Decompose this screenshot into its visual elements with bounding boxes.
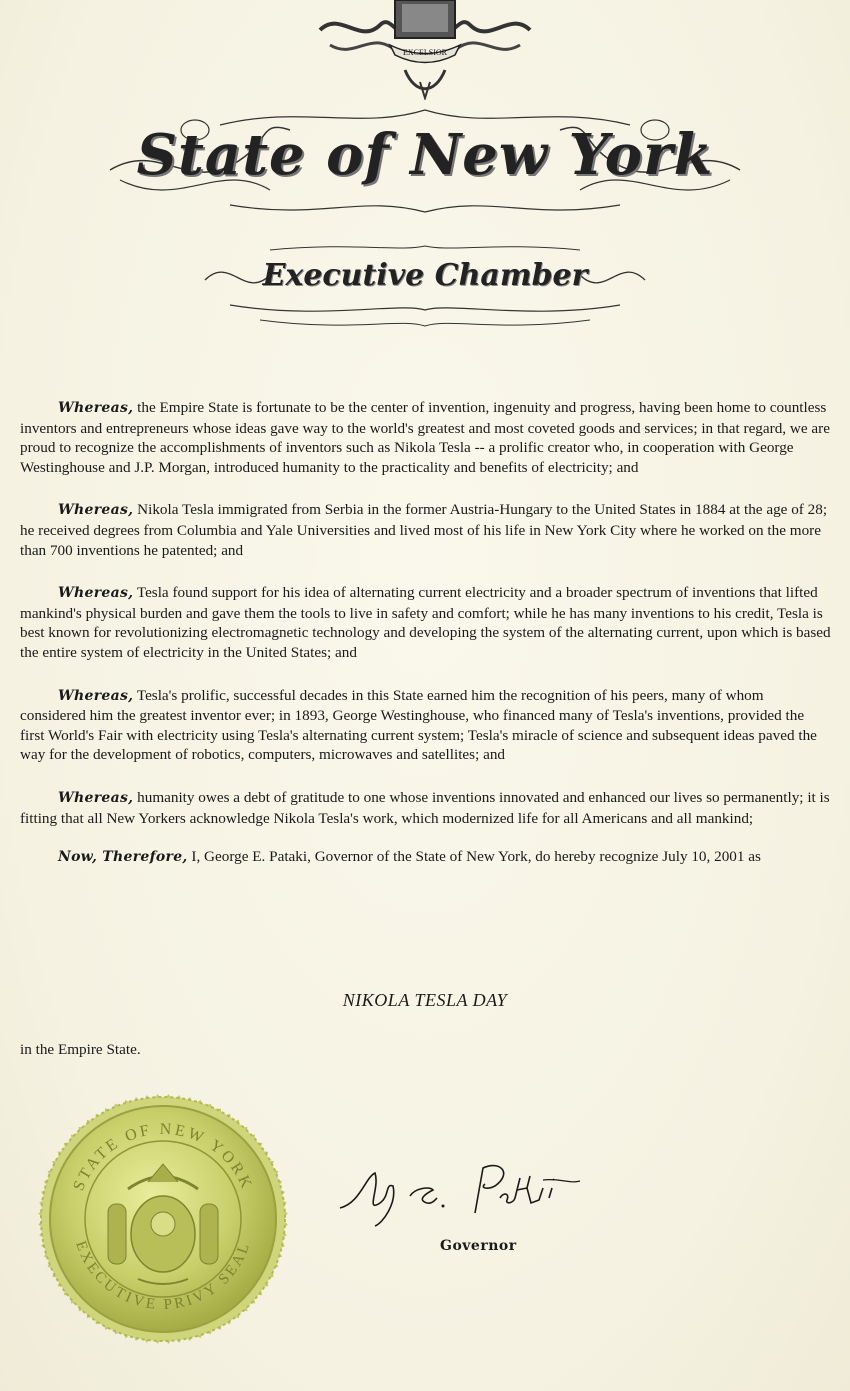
- crest-motto: EXCELSIOR: [403, 48, 447, 57]
- document-subtitle: Executive Chamber: [262, 258, 588, 293]
- paragraph-lead: Whereas,: [58, 502, 134, 519]
- paragraph-lead: Now, Therefore,: [58, 849, 188, 866]
- paragraph-lead: Whereas,: [58, 687, 134, 704]
- proclamation-body: [20, 398, 832, 868]
- closing-line: in the Empire State.: [20, 1041, 141, 1058]
- whereas-paragraph-1: [20, 398, 832, 477]
- paragraph-lead: Whereas,: [58, 789, 134, 806]
- subtitle-banner: [200, 240, 650, 335]
- whereas-paragraph-3: [20, 583, 832, 662]
- paragraph-lead: Whereas,: [58, 400, 134, 416]
- now-therefore-paragraph: [20, 847, 832, 868]
- declaration-title: NIKOLA TESLA DAY: [342, 990, 508, 1010]
- governor-signature-image: [335, 1148, 585, 1228]
- signer-title: Governor: [440, 1238, 517, 1254]
- paragraph-text: humanity owes a debt of gratitude to one whose inventions innovated and enhanced our lives so permanently; it is fitting that all New Yorkers acknowledge Nikola Tesla's work, which modernized life for all Americans and all mankind;: [20, 788, 830, 827]
- paragraph-text: Tesla's prolific, successful decades in this State earned him the recognition of his peers, many of whom considered him the greatest inventor ever; in 1893, George Westinghouse, who financed many of Tesla's inventions, provided the first World's Fair with electricity using Tesla's alternating current system; Tesla's miracle of science and subsequent ideas paved the way for the development of robotics, computers, microwaves and satellites; and: [20, 686, 817, 764]
- document-title: State of New York: [136, 122, 714, 188]
- whereas-paragraph-4: [20, 686, 832, 765]
- paragraph-lead: Whereas,: [58, 585, 134, 602]
- seal-bottom-text: EXECUTIVE PRIVY SEAL: [72, 1239, 254, 1314]
- seal-top-text: STATE OF NEW YORK: [70, 1120, 256, 1194]
- paragraph-text: the Empire State is fortunate to be the center of invention, ingenuity and progress, having been home to countless inventors and entrepreneurs whose ideas gave way to the world's greatest and most coveted goods and services; in that regard, we are proud to recognize the accomplishments of inventors such as Nikola Tesla -- a prolific creator who, in cooperation with George Westinghouse and J.P. Morgan, introduced humanity to the practicality and benefits of electricity; and: [20, 399, 830, 476]
- executive-seal-image: [38, 1094, 288, 1344]
- whereas-paragraph-5: [20, 788, 832, 828]
- paragraph-text: I, George E. Pataki, Governor of the State of New York, do hereby recognize July 10, 2001 as: [187, 848, 761, 866]
- paragraph-text: Nikola Tesla immigrated from Serbia in the former Austria-Hungary to the United States in 1884 at the age of 28; he received degrees from Columbia and Yale Universities and lived most of his life in New York City where he worked on the more than 700 inventions he patented; and: [20, 501, 828, 559]
- title-banner: [100, 100, 750, 220]
- whereas-paragraph-2: [20, 500, 832, 560]
- state-crest-image: [300, 0, 550, 100]
- paragraph-text: Tesla found support for his idea of alternating current electricity and a broader spectrum of inventions that lifted mankind's physical burden and gave them the tools to live in safety and comfort; while he has many inventions to his credit, Tesla is best known for revolutionizing electromagnetic technology and developing the system of the alternating current, upon which is based the entire system of electricity in the United States; and: [20, 584, 831, 661]
